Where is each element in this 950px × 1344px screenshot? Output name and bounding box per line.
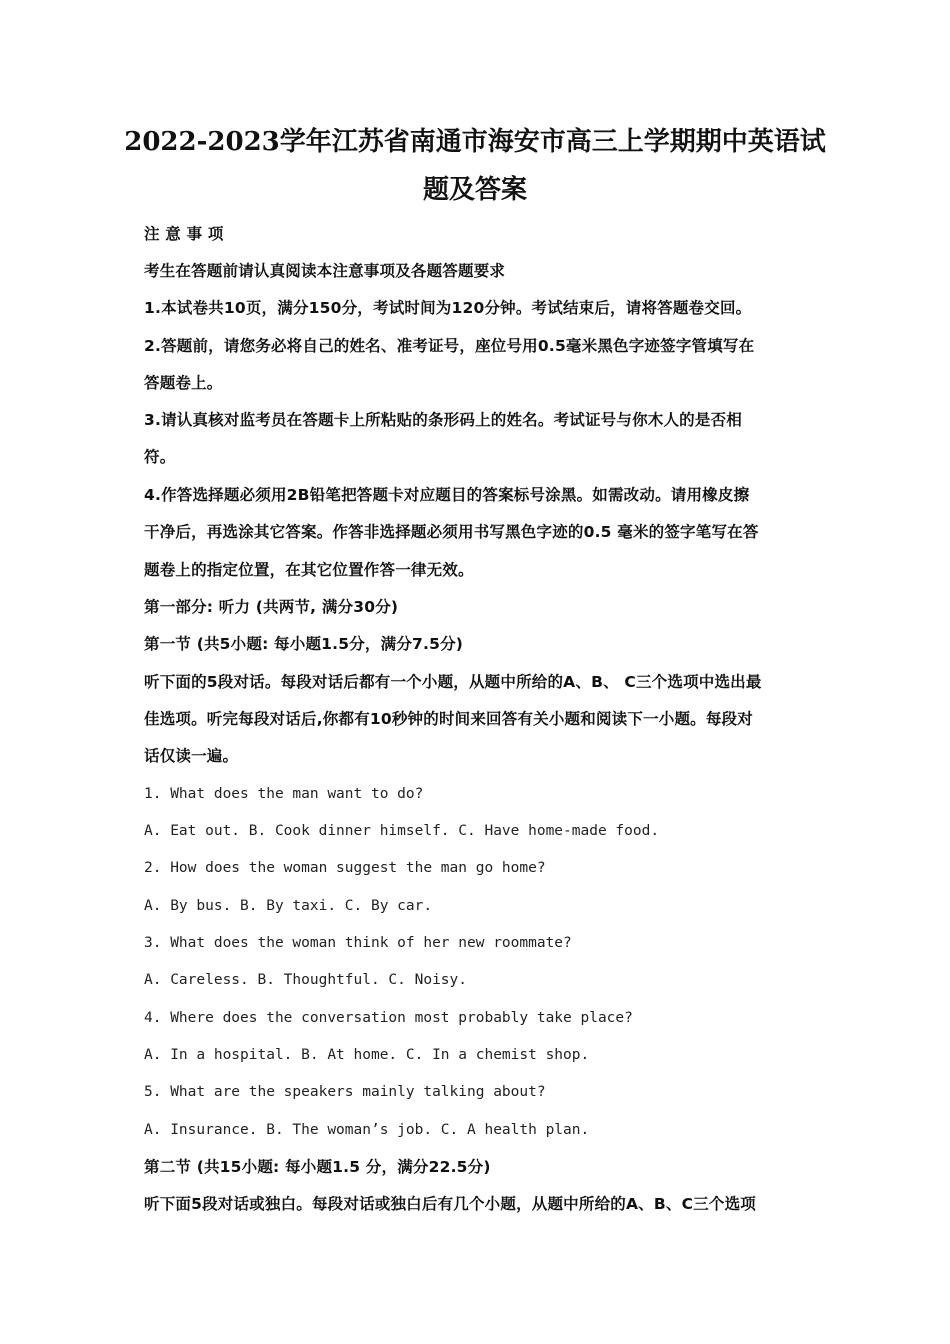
- question-options: A. In a hospital. B. At home. C. In a chemist shop.: [144, 1047, 590, 1063]
- section2-heading: 第二节 (共15小题: 每小题1.5 分，满分22.5分): [144, 1158, 491, 1176]
- question-options: A. Eat out. B. Cook dinner himself. C. Have home-made food.: [144, 823, 660, 839]
- notice-heading: 注 意 事 项: [144, 225, 224, 243]
- notice-line: 1.本试卷共10页，满分150分，考试时间为120分钟。考试结束后，请将答题卷交回。: [144, 299, 752, 317]
- section1-instruction: 话仅读一遍。: [144, 747, 239, 765]
- notice-line: 符。: [144, 448, 176, 466]
- section2-instruction: 听下面5段对话或独白。每段对话或独白后有几个小题，从题中所给的A、B、C三个选项: [144, 1195, 756, 1213]
- question-text: 3. What does the woman think of her new roommate?: [144, 935, 572, 951]
- title-line-2: 题及答案: [422, 175, 527, 205]
- question-options: A. Insurance. B. The woman’s job. C. A health plan.: [144, 1122, 590, 1138]
- question-options: A. By bus. B. By taxi. C. By car.: [144, 898, 433, 914]
- part1-heading: 第一部分: 听力 (共两节, 满分30分): [144, 598, 399, 616]
- notice-line: 答题卷上。: [144, 374, 223, 392]
- question-options: A. Careless. B. Thoughtful. C. Noisy.: [144, 972, 468, 988]
- question-text: 2. How does the woman suggest the man go home?: [144, 860, 546, 876]
- notice-line: 2.答题前，请您务必将自己的姓名、准考证号，座位号用0.5毫米黑色字迹签字管填写在: [144, 337, 755, 355]
- notice-line: 干净后，再选涂其它答案。作答非选择题必须用书写黑色字迹的0.5 毫米的签字笔写在答: [144, 523, 759, 541]
- question-text: 1. What does the man want to do?: [144, 786, 424, 802]
- section1-instruction: 佳选项。听完每段对话后,你都有10秒钟的时间来回答有关小题和阅读下一小题。每段对: [144, 710, 753, 728]
- question-text: 4. Where does the conversation most probably take place?: [144, 1010, 633, 1026]
- notice-line: 题卷上的指定位置，在其它位置作答一律无效。: [144, 561, 474, 579]
- document-title: [120, 118, 830, 214]
- section1-instruction: 听下面的5段对话。每段对话后都有一个小题，从题中所给的A、B、 C三个选项中选出最: [144, 673, 762, 691]
- title-line-1: 2022-2023学年江苏省南通市海安市高三上学期期中英语试: [124, 127, 826, 157]
- question-text: 5. What are the speakers mainly talking about?: [144, 1084, 546, 1100]
- notice-intro: 考生在答题前请认真阅读本注意事项及各题答题要求: [144, 262, 506, 280]
- section1-heading: 第一节 (共5小题: 每小题1.5分，满分7.5分): [144, 635, 464, 653]
- notice-line: 3.请认真核对监考员在答题卡上所粘贴的条形码上的姓名。考试证号与你木人的是否相: [144, 411, 742, 429]
- notice-line: 4.作答选择题必须用2B铅笔把答题卡对应题目的答案标号涂黑。如需改动。请用橡皮擦: [144, 486, 750, 504]
